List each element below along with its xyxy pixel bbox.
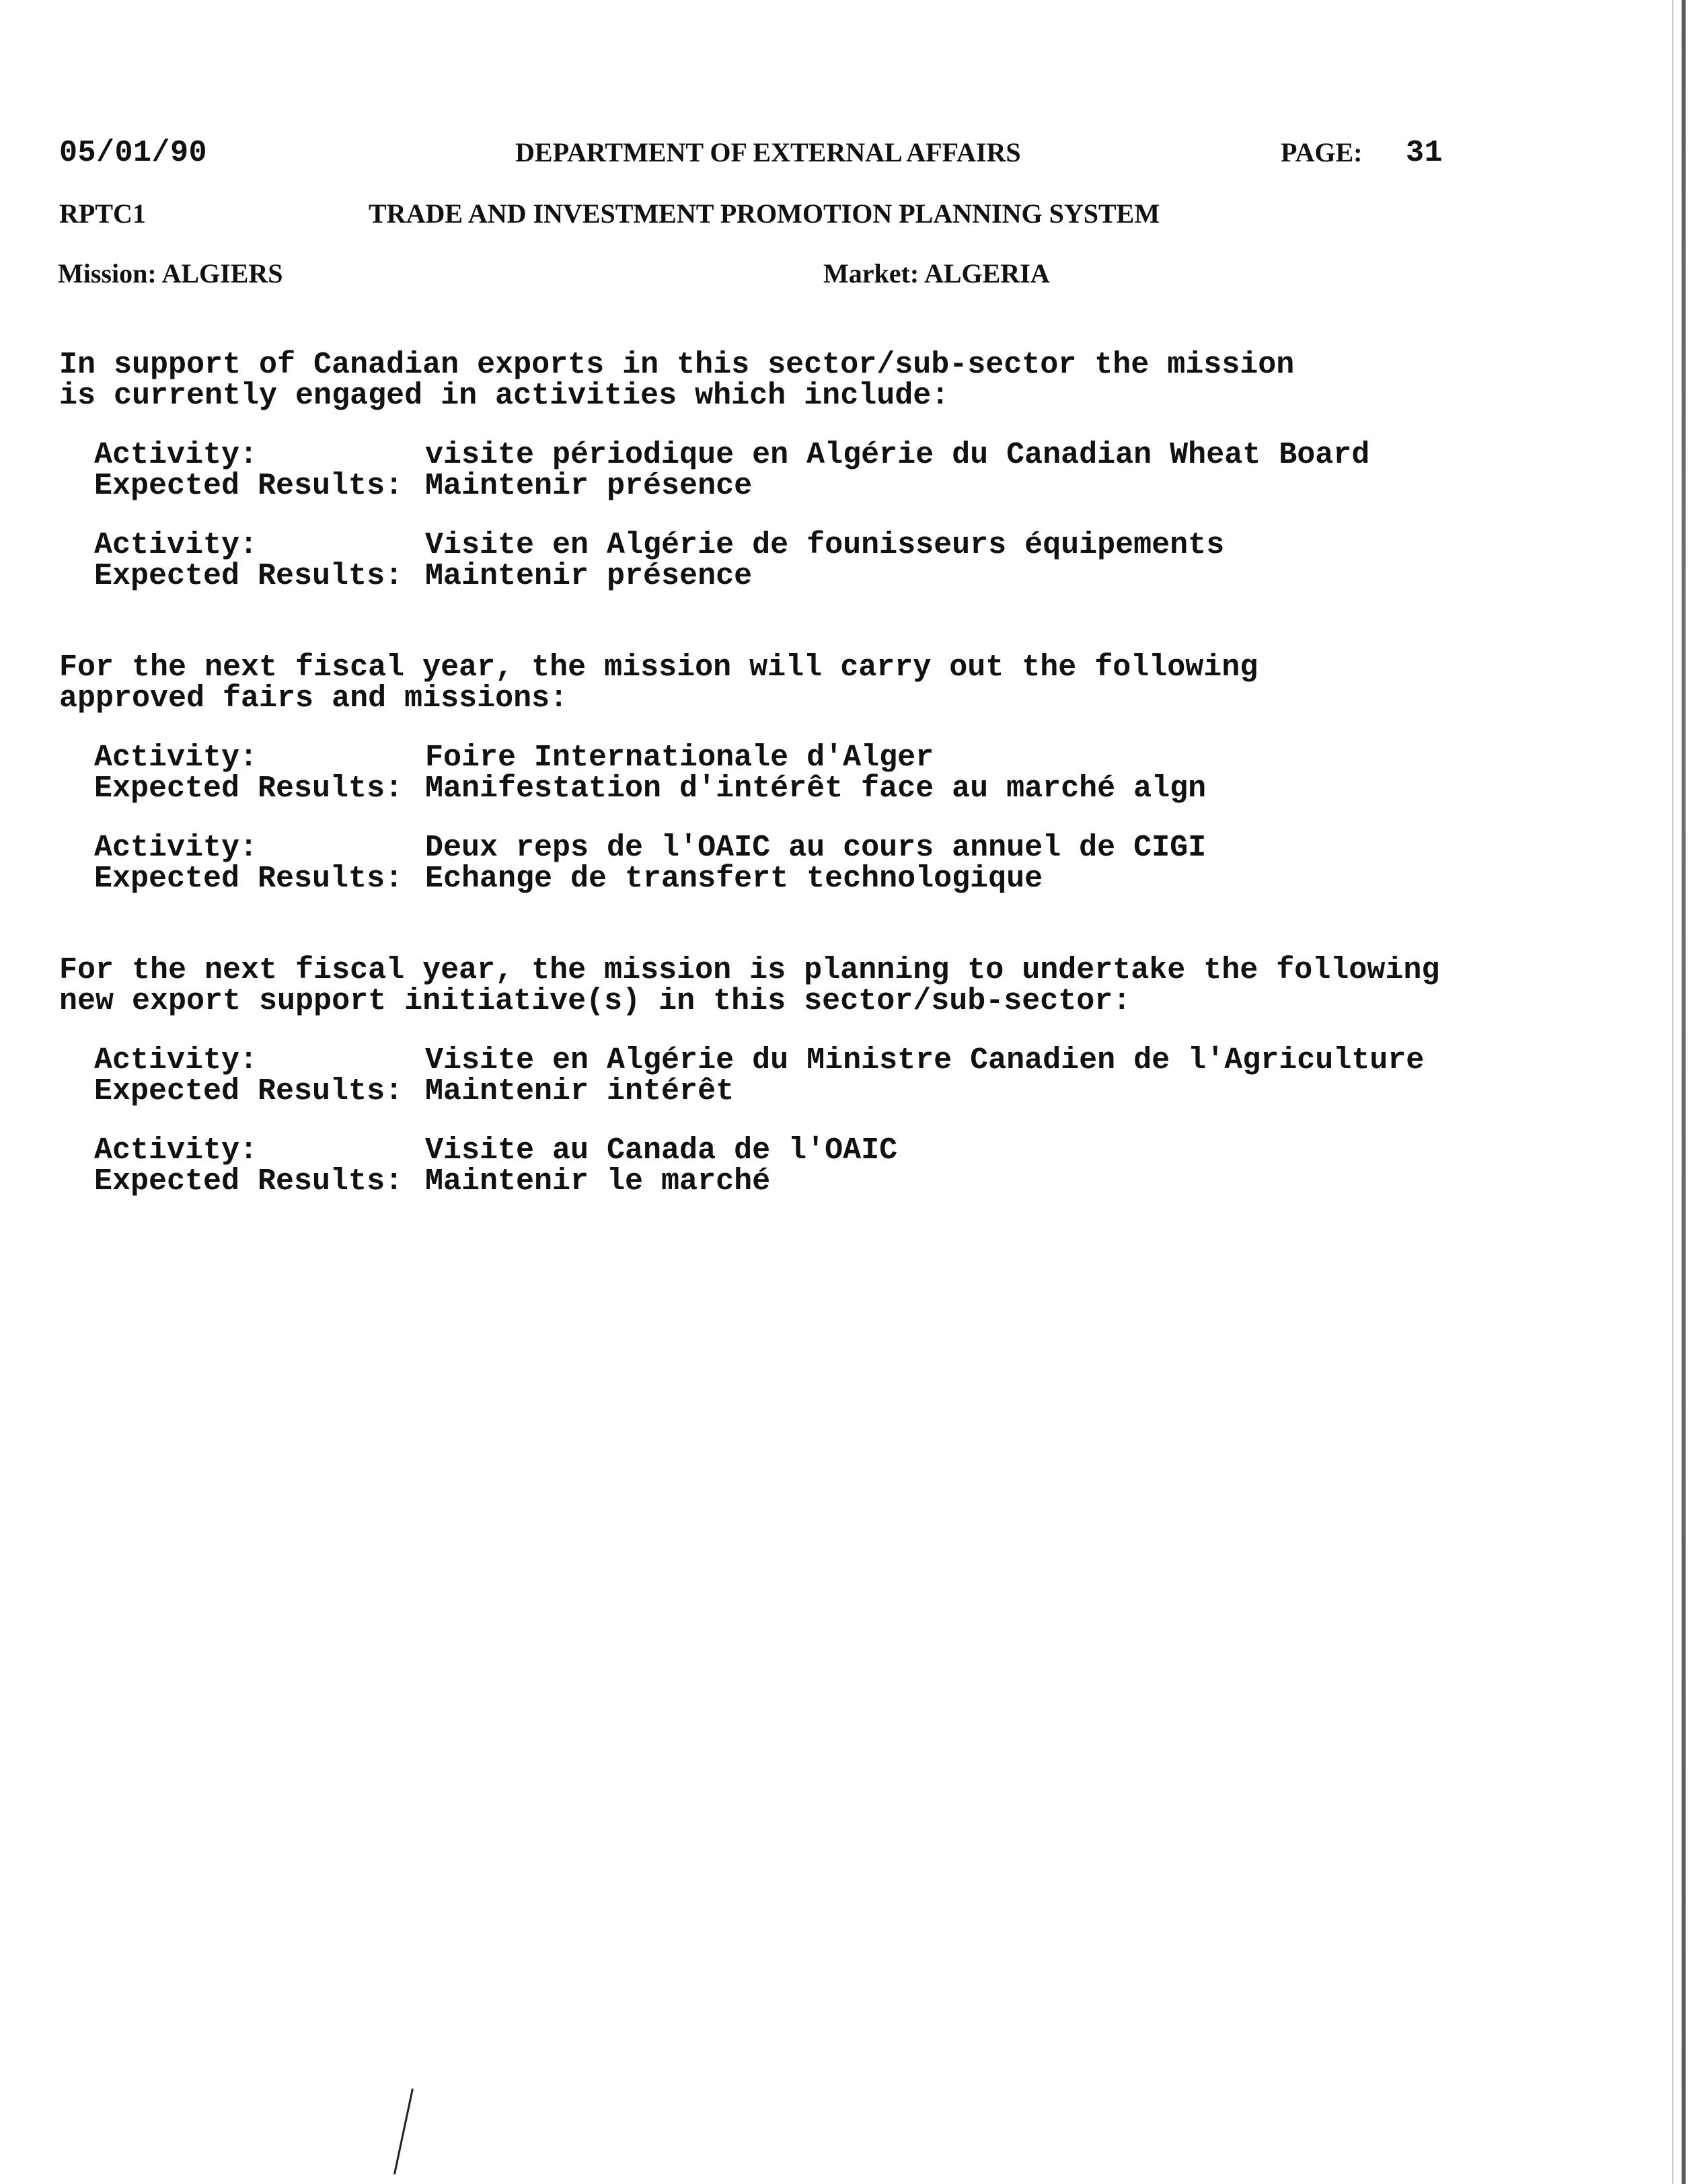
scan-edge-rule [1682,0,1686,2184]
section-3-intro-line-2: new export support initiative(s) in this sector/sub-sector: [59,984,1131,1018]
section-1-activity-2 [94,530,1224,592]
expected-results-label: Expected Results: [94,1164,404,1199]
expected-results-value: Manifestation d'intérêt face au marché algn [425,771,1207,806]
expected-results-label: Expected Results: [94,559,404,593]
activity-label: Activity: [94,1133,258,1168]
expected-results-label: Expected Results: [94,469,404,503]
section-1-intro-line-1: In support of Canadian exports in this sector/sub-sector the mission [59,348,1295,382]
market-name: Market: ALGERIA [823,258,1050,289]
section-1-intro [59,350,1294,412]
activity-label: Activity: [94,1043,258,1078]
section-3-activity-2 [94,1135,897,1197]
mission-name: Mission: ALGIERS [58,258,283,289]
activity-label: Activity: [94,438,258,472]
activity-value: Visite au Canada de l'OAIC [425,1133,898,1168]
section-2-intro-line-1: For the next fiscal year, the mission will carry out the following [59,650,1258,685]
expected-results-value: Maintenir présence [425,469,753,503]
page-number: 31 [1406,136,1443,170]
scan-edge-line [1672,0,1674,2184]
activity-value: visite périodique en Algérie du Canadian Wheat Board [425,438,1370,472]
activity-label: Activity: [94,528,258,562]
section-2-intro [59,652,1258,714]
expected-results-value: Maintenir le marché [425,1164,771,1199]
activity-value: Visite en Algérie de founisseurs équipements [425,528,1225,562]
pen-stroke-mark [393,2088,414,2175]
section-3-intro-line-1: For the next fiscal year, the mission is planning to undertake the following [59,953,1440,987]
section-1-activity-1 [94,440,1369,502]
expected-results-label: Expected Results: [94,771,404,806]
report-code: RPTC1 [59,198,146,229]
activity-value: Deux reps de l'OAIC au cours annuel de CIGI [425,831,1207,865]
expected-results-value: Maintenir intérêt [425,1074,735,1108]
section-2-activity-2 [94,833,1206,895]
activity-value: Foire Internationale d'Alger [425,741,934,775]
expected-results-label: Expected Results: [94,1074,404,1108]
section-1-intro-line-2: is currently engaged in activities which include: [59,379,950,413]
page-label: PAGE: [1281,137,1363,167]
section-3-activity-1 [94,1045,1424,1107]
system-title: TRADE AND INVESTMENT PROMOTION PLANNING SYSTEM [369,198,1160,229]
section-3-intro [59,955,1439,1017]
activity-label: Activity: [94,741,258,775]
department-title: DEPARTMENT OF EXTERNAL AFFAIRS [515,137,1021,167]
expected-results-label: Expected Results: [94,862,404,896]
expected-results-value: Maintenir présence [425,559,753,593]
activity-value: Visite en Algérie du Ministre Canadien de l'Agriculture [425,1043,1425,1078]
report-date: 05/01/90 [59,136,208,170]
section-2-activity-1 [94,743,1206,804]
activity-label: Activity: [94,831,258,865]
expected-results-value: Echange de transfert technologique [425,862,1043,896]
section-2-intro-line-2: approved fairs and missions: [59,681,568,716]
